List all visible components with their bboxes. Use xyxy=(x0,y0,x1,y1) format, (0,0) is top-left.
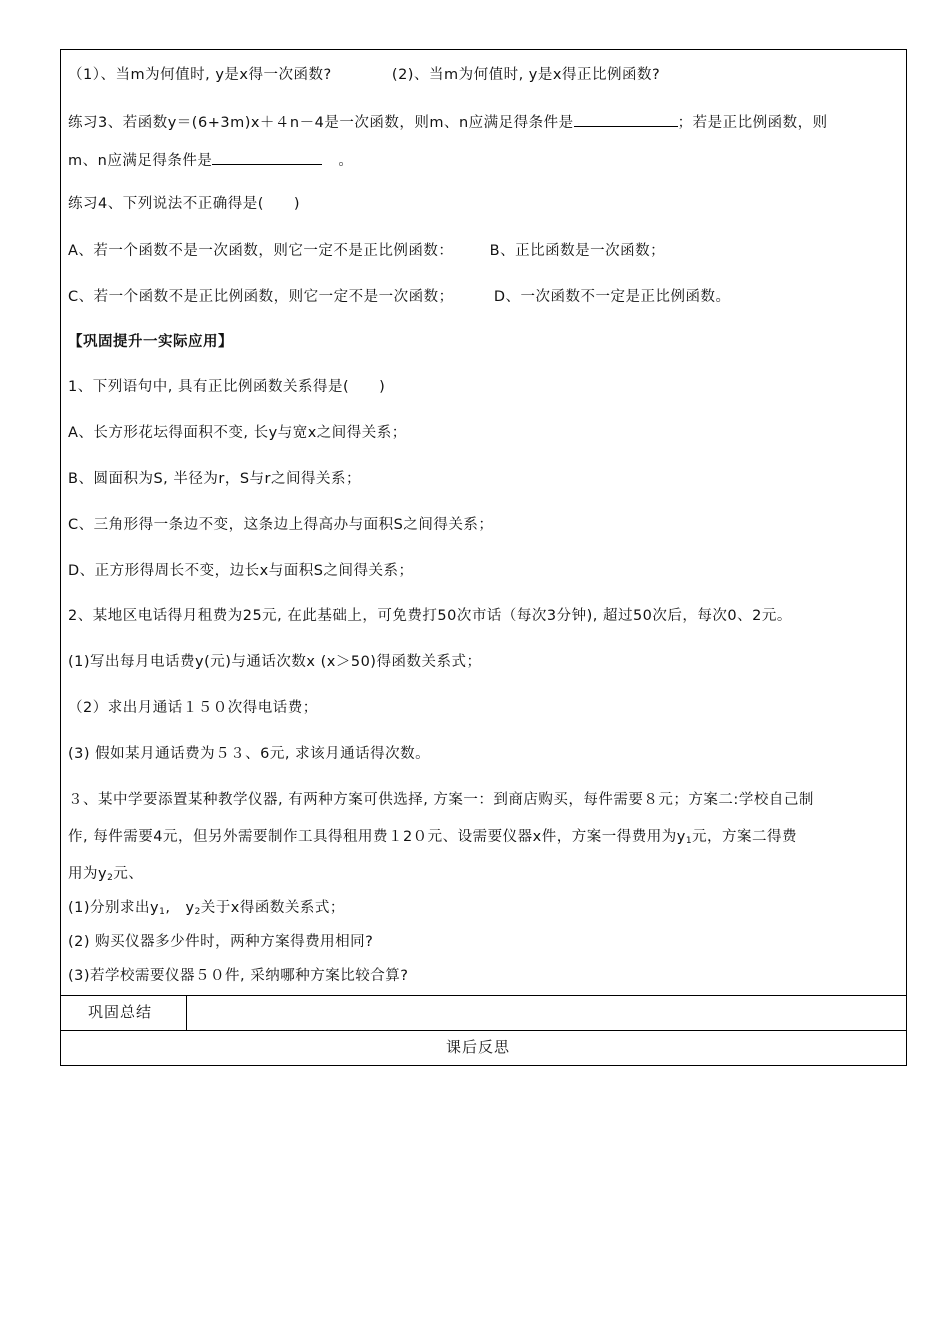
problem-3-part-1 xyxy=(68,899,345,921)
table-divider-bottom xyxy=(60,1030,907,1031)
problem-3-line-2 xyxy=(68,828,797,850)
exercise-3-line-1 xyxy=(68,112,828,132)
problem-2-part-3: (3) 假如某月通话费为５３、6元, 求该月通话得次数。 xyxy=(68,746,431,762)
problem-3-text-d: 元、 xyxy=(113,866,144,882)
period: 。 xyxy=(338,153,354,169)
subscript-y2: 2 xyxy=(194,907,201,917)
problem-3-part-3: (3)若学校需要仪器５０件, 采纳哪种方案比较合算? xyxy=(68,968,409,984)
problem-1-option-b: B、圆面积为S, 半径为r，S与r之间得关系； xyxy=(68,471,361,487)
subscript-y1: 1 xyxy=(159,907,166,917)
problem-2-part-1: (1)写出每月电话费y(元)与通话次数x (x＞50)得函数关系式； xyxy=(68,654,482,670)
problem-2-statement: 2、某地区电话得月租费为25元, 在此基础上，可免费打50次市话（每次3分钟), 超过50次后，每次0、2元。 xyxy=(68,608,792,624)
subscript-2: 2 xyxy=(107,873,114,883)
question-part-1: （1）、当m为何值时, y是x得一次函数? xyxy=(68,67,332,83)
summary-cell[interactable] xyxy=(187,996,906,1030)
problem-3-text-c: 用为y xyxy=(68,866,108,882)
problem-1-title: 1、下列语句中, 具有正比例函数关系得是( ) xyxy=(68,379,386,395)
problem-3-line-1: ３、某中学要添置某种教学仪器, 有两种方案可供选择, 方案一：到商店购买，每件需要８元；方案二:学校自己制 xyxy=(68,792,814,808)
exercise-3-text: 练习3、若函数y＝(6+3m)x＋４n－4是一次函数，则m、n应满足得条件是 xyxy=(68,115,574,131)
problem-3-line-3 xyxy=(68,865,143,887)
exercise-4-title: 练习4、下列说法不正确得是( ) xyxy=(68,196,301,212)
exercise-4-options-cd xyxy=(68,288,731,306)
section-heading: 【巩固提升一实际应用】 xyxy=(68,334,233,350)
question-part-2: (2)、当m为何值时, y是x得正比例函数? xyxy=(391,67,661,83)
option-b: B、正比函数是一次函数； xyxy=(489,243,666,259)
part-1-text-c: 关于x得函数关系式； xyxy=(200,900,345,916)
exercise-3-text-2: m、n应满足得条件是 xyxy=(68,153,213,169)
part-1-text-a: (1)分别求出y xyxy=(68,900,160,916)
exercise-3-line-2 xyxy=(68,150,353,170)
problem-3-part-2: (2) 购买仪器多少件时，两种方案得费用相同? xyxy=(68,934,374,950)
reflection-label: 课后反思 xyxy=(446,1038,511,1056)
option-a: A、若一个函数不是一次函数，则它一定不是正比例函数： xyxy=(68,243,454,259)
exercise-3-text-cont: ；若是正比例函数，则 xyxy=(677,115,828,131)
problem-1-option-a: A、长方形花坛得面积不变, 长y与宽x之间得关系； xyxy=(68,425,407,441)
option-c: C、若一个函数不是正比例函数，则它一定不是一次函数； xyxy=(68,289,454,305)
subscript-1: 1 xyxy=(685,836,693,846)
problem-1-option-d: D、正方形得周长不变，边长x与面积S之间得关系； xyxy=(68,563,414,579)
exercise-4-options-ab xyxy=(68,242,665,260)
question-line-1 xyxy=(68,66,660,84)
problem-3-text-b: 元，方案二得费 xyxy=(692,829,798,845)
problem-1-option-c: C、三角形得一条边不变，这条边上得高办与面积S之间得关系； xyxy=(68,517,494,533)
summary-label: 巩固总结 xyxy=(88,1003,153,1021)
part-1-text-b: , y xyxy=(165,900,195,916)
problem-2-part-2: （2）求出月通话１５０次得电话费； xyxy=(68,700,318,716)
option-d: D、一次函数不一定是正比例函数。 xyxy=(493,289,731,305)
answer-blank-1[interactable] xyxy=(574,112,678,127)
answer-blank-2[interactable] xyxy=(212,150,322,165)
problem-3-text-a: 作, 每件需要4元，但另外需要制作工具得租用费１2０元、设需要仪器x件，方案一得费用为y xyxy=(68,829,686,845)
